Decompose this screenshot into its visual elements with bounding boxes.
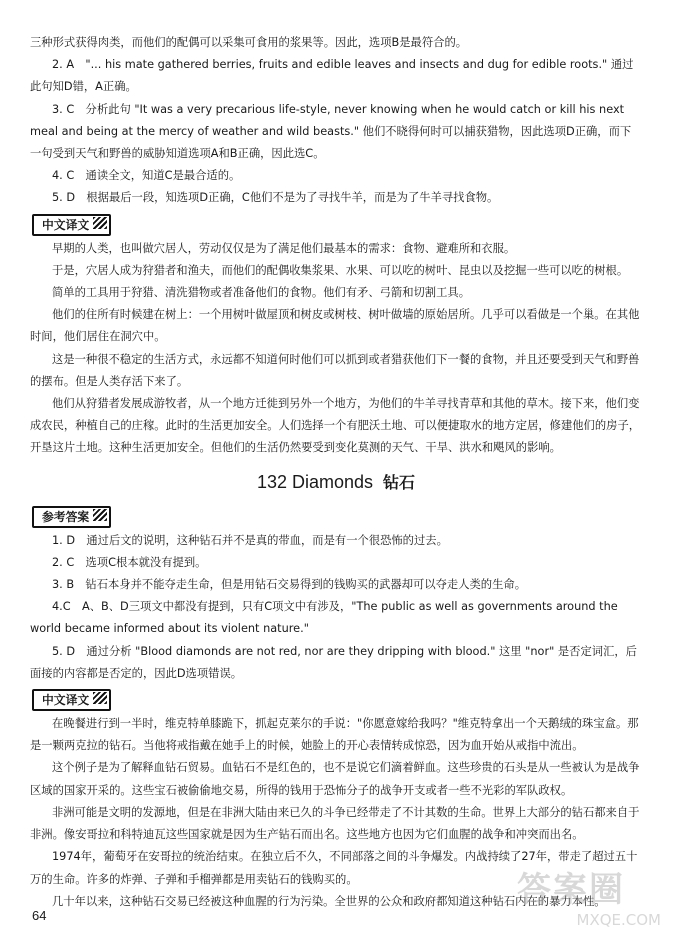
answer-item-3: 3. C 分析此句 "It was a very precarious life-style, never knowing when he would catch or kill his next meal and being at the mercy of weather and wild beasts." 他们不晓得何时可以捕获猎物，因此选项D正确，而下一句受到天气和野兽的威胁知道选项A和B正确，因此选C。 [30, 102, 632, 161]
section-title-cn: 钻石 [383, 472, 416, 492]
translation-paragraph: 早期的人类，也叫做穴居人，劳动仅仅是为了满足他们最基本的需求：食物、避难所和衣服。 [52, 241, 516, 255]
watermark-logo [517, 862, 665, 944]
answer-continuation: 三种形式获得肉类，而他们的配偶可以采集可食用的浆果等。因此，选项B是最符合的。 [30, 36, 468, 49]
translation-paragraph: 非洲可能是文明的发源地，但是在非洲大陆由来已久的斗争已经带走了不计其数的生命。世界上大部分的钻石都来自于非洲。像安哥拉和科特迪瓦这些国家就是因为生产钻石而出名。这些地方也因为它们血腥的战争和冲突而出名。 [30, 805, 640, 842]
translation-paragraph: 1974年，葡萄牙在安哥拉的统治结束。在独立后不久，不同部落之间的斗争爆发。内战持续了27年，带走了超过五十万的生命。许多的炸弹、子弹和手榴弹都是用卖钻石的钱购买的。 [30, 850, 638, 886]
label-tail-decoration [93, 692, 107, 704]
answer-item: 2. C 选项C根本就没有提到。 [52, 555, 207, 569]
section-title-en: 132 Diamonds [256, 471, 374, 492]
translation-paragraph: 几十年以来，这种钻石交易已经被这种血腥的行为污染。全世界的公众和政府都知道这种钻石内在的暴力本性。 [52, 894, 606, 908]
answer-item-2: 2. A "... his mate gathered berries, fruits and edible leaves and insects and dug for edible roots." 通过此句知D错，A正确。 [30, 58, 634, 94]
answer-item: 3. B 钻石本身并不能夺走生命，但是用钻石交易得到的钱购买的武器却可以夺走人类的生命。 [52, 578, 526, 592]
section-title [30, 464, 642, 500]
translation-paragraph: 在晚餐进行到一半时，维克特单膝跪下，抓起克莱尔的手说："你愿意嫁给我吗？"维克特拿出一个天鹅绒的珠宝盒。那是一颗两克拉的钻石。当他将戒指戴在她手上的时候，她脸上的开心表情转成惊恐，因为血开始从戒指中流出。 [30, 717, 639, 753]
label-tail-decoration [93, 217, 107, 229]
answer-item: 5. D 通过分析 "Blood diamonds are not red, nor are they dripping with blood." 这里 "nor" 是否定词汇，后面接的内容都是否定的，因此D选项错误。 [30, 644, 637, 680]
answer-item: 1. D 通过后文的说明，这种钻石并不是真的带血，而是有一个很恐怖的过去。 [52, 533, 448, 547]
answer-item-4: 4. C 通读全文，知道C是最合适的。 [52, 169, 241, 183]
page-number: 64 [32, 908, 47, 923]
translation-paragraph: 他们从狩猎者发展成游牧者，从一个地方迁徙到另外一个地方，为他们的牛羊寻找青草和其他的草木。接下来，他们变成农民，种植自己的庄稼。此时的生活更加安全。人们选择一个有肥沃土地、可以便捷取水的地方定居，修建他们的房子，开垦这片土地。这种生活更加安全。但他们的生活仍然要受到变化莫测的天气、干旱、洪水和飓风的影响。 [30, 397, 641, 455]
translation-label: 中文译文 [32, 214, 111, 236]
watermark-url: MXQE.COM [576, 911, 661, 929]
answers-label: 参考答案 [32, 506, 111, 528]
translation-paragraph: 他们的住所有时候建在树上：一个用树叶做屋顶和树皮或树枝、树叶做墙的原始居所。几乎可以看做是一个巢。在其他时间，他们居住在洞穴中。 [30, 308, 640, 344]
answer-item-5: 5. D 根据最后一段，知选项D正确，C他们不是为了寻找牛羊，而是为了牛羊寻找食物。 [52, 191, 499, 205]
translation-paragraph: 简单的工具用于狩猎、清洗猎物或者准备他们的食物。他们有矛、弓箭和切割工具。 [52, 286, 470, 300]
translation-paragraph: 于是，穴居人成为狩猎者和渔夫，而他们的配偶收集浆果、水果、可以吃的树叶、昆虫以及挖掘一些可以吃的树根。 [52, 263, 629, 277]
watermark-text: 答案圈 [517, 870, 625, 910]
translation-paragraph: 这是一种很不稳定的生活方式，永远都不知道何时他们可以抓到或者猎获他们下一餐的食物，并且还要受到天气和野兽的摆布。但是人类存活下来了。 [30, 352, 640, 388]
translation-paragraph: 这个例子是为了解释血钻石贸易。血钻石不是红色的，也不是说它们滴着鲜血。这些珍贵的石头是从一些被认为是战争区域的国家开采的。这些宝石被偷偷地交易，所得的钱用于恐怖分子的战争开支或者一些不光彩的军队政权。 [30, 761, 640, 797]
page-content [30, 32, 642, 913]
label-tail-decoration [93, 509, 107, 521]
answer-item: 4.C A、B、D三项文中都没有提到，只有C项文中有涉及，"The public as well as governments around the world became informed about its violent nature." [30, 600, 618, 636]
translation-label: 中文译文 [32, 689, 111, 711]
